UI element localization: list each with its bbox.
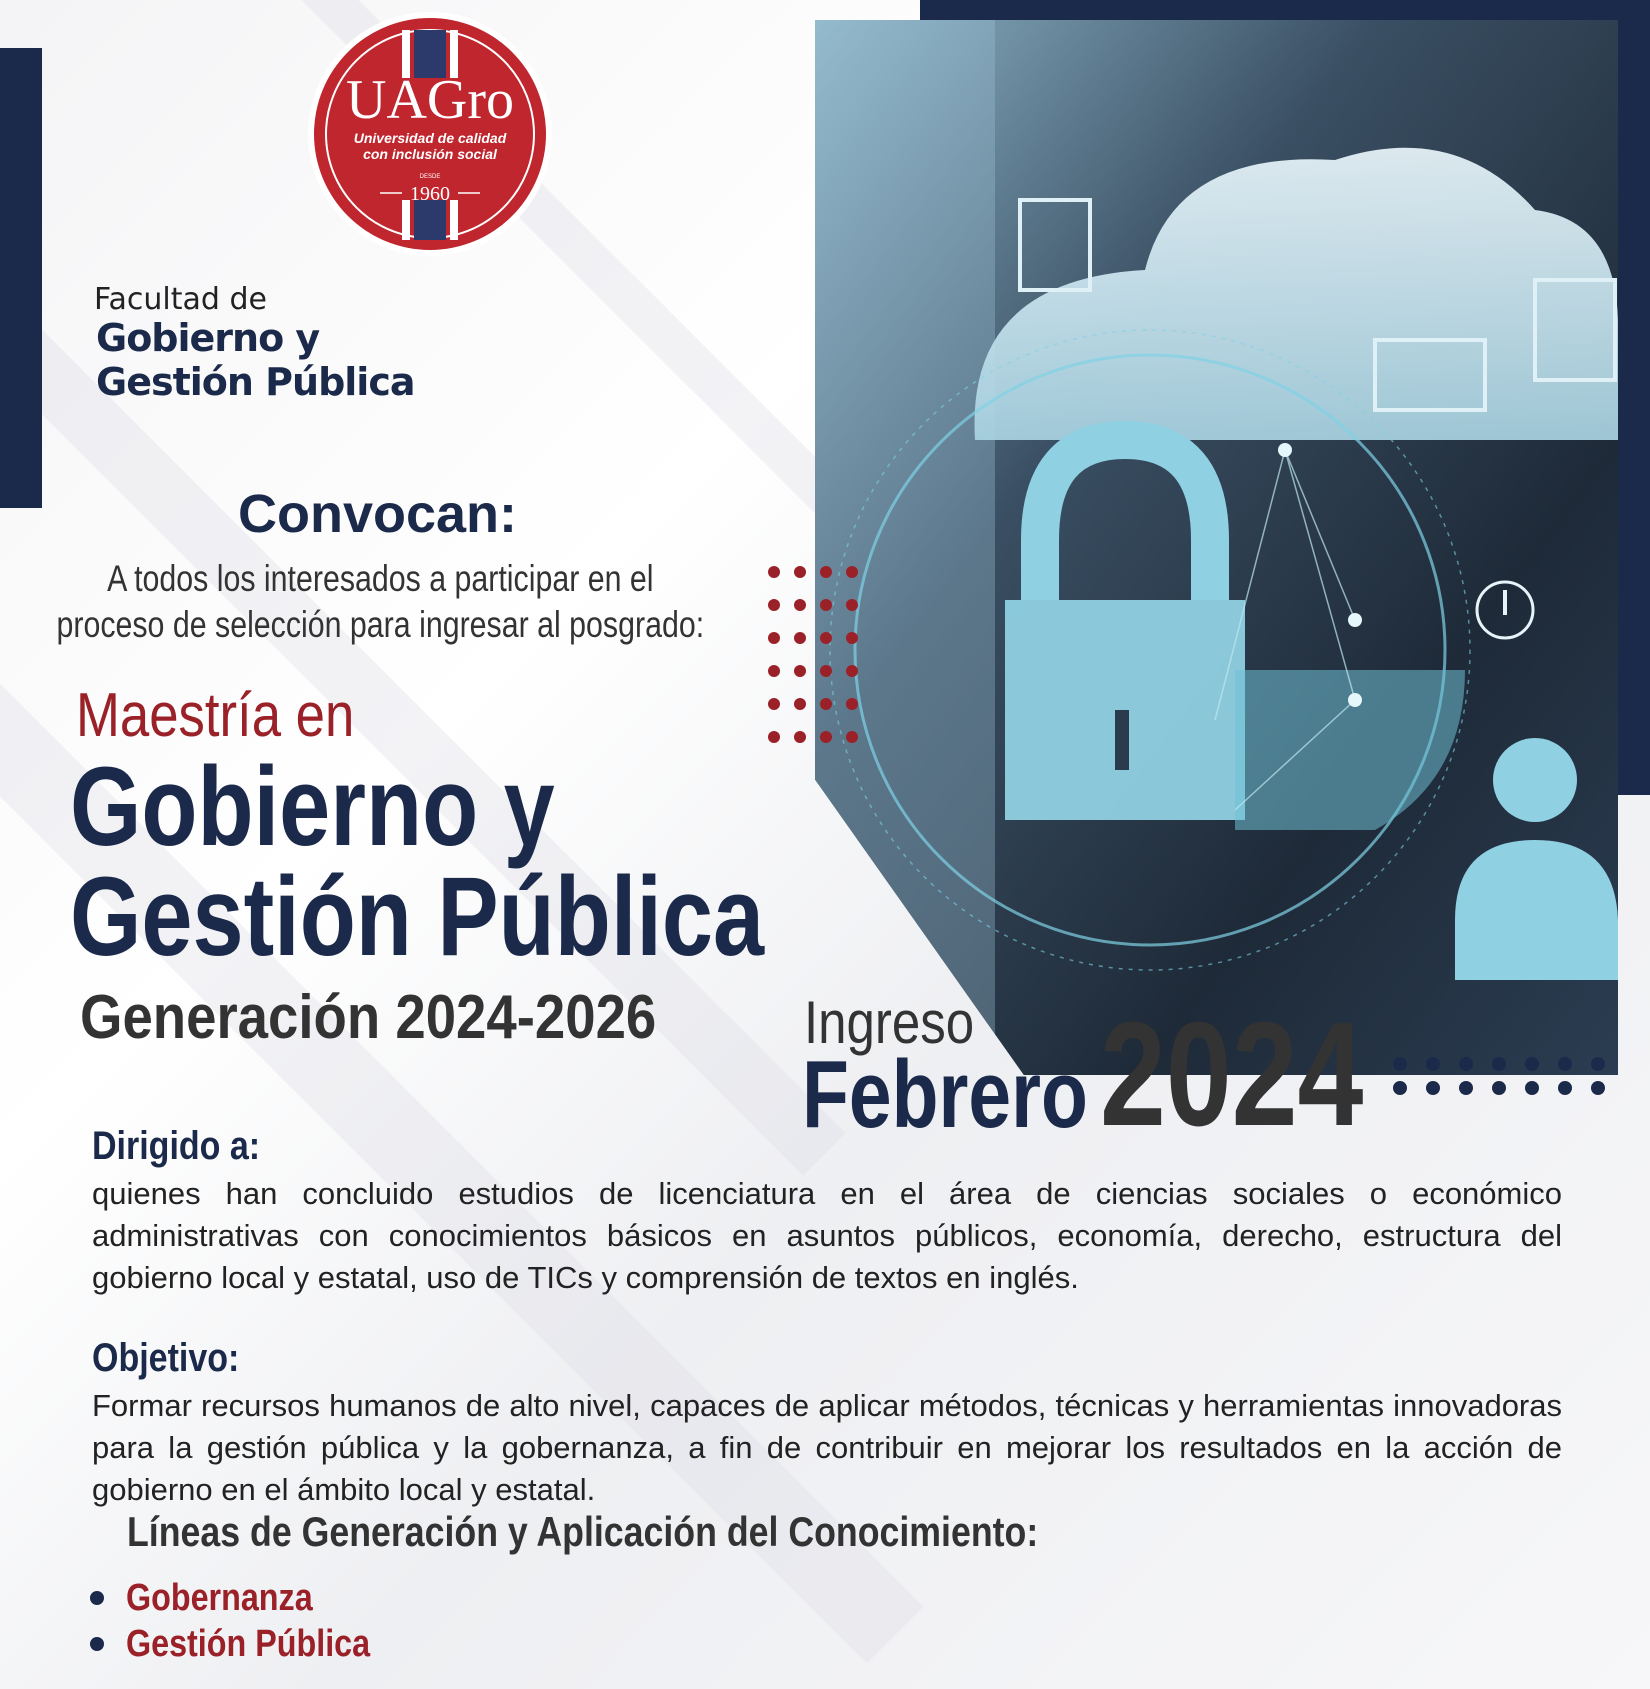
uagro-logo <box>306 10 554 258</box>
dirigido-body: quienes han concluido estudios de licenciatura en el área de ciencias sociales o económico administrativas con conocimientos básicos en asuntos públicos, economía, derecho, estructura del gobierno local y estatal, uso de TICs y comprensión de textos en inglés. <box>92 1176 1562 1295</box>
ingreso-year: 2024 <box>1100 992 1364 1157</box>
cybersecurity-hero-image <box>815 20 1618 1075</box>
lineas-title: Líneas de Generación y Aplicación del Conocimiento: <box>127 1508 1039 1555</box>
logo-wordmark: UAGro <box>346 69 514 131</box>
list-item <box>90 1575 413 1621</box>
objetivo-body: Formar recursos humanos de alto nivel, capaces de aplicar métodos, técnicas y herramientas innovadoras para la gestión pública y la gobernanza, a fin de contribuir en mejorar los resultados en la acción de gobierno en el ámbito local y estatal. <box>92 1388 1562 1507</box>
decorative-dots-red <box>768 566 858 743</box>
lineas-list <box>90 1575 413 1667</box>
faculty-name <box>96 316 414 404</box>
logo-slogan: Universidad de calidad <box>353 130 507 146</box>
program-prefix: Maestría en <box>76 681 355 750</box>
intro-line: A todos los interesados a participar en el <box>107 558 654 599</box>
faculty-name-line: Gobierno y <box>96 316 320 360</box>
program-name <box>70 744 765 979</box>
left-accent-bar <box>0 48 42 508</box>
lineas-item-label: Gobernanza <box>126 1577 313 1619</box>
program-name-line: Gestión Pública <box>70 854 765 979</box>
list-item <box>90 1621 413 1667</box>
program-name-line: Gobierno y <box>70 744 555 869</box>
faculty-name-line: Gestión Pública <box>96 360 415 404</box>
right-accent-bar <box>1618 20 1650 795</box>
decorative-dots-navy <box>1393 1057 1605 1095</box>
convocatoria-intro <box>40 556 721 648</box>
intro-line: proceso de selección para ingresar al posgrado: <box>56 604 705 645</box>
logo-desde: DESDE <box>419 174 441 180</box>
bullet-icon <box>90 1591 104 1605</box>
ingreso-label: Ingreso <box>804 989 975 1056</box>
dirigido-title: Dirigido a: <box>92 1124 261 1168</box>
bullet-icon <box>90 1637 104 1651</box>
lineas-item-label: Gestión Pública <box>126 1623 371 1665</box>
user-icon <box>1493 738 1577 822</box>
logo-year: 1960 <box>410 183 450 205</box>
logo-slogan: con inclusión social <box>363 146 497 162</box>
faculty-prefix: Facultad de <box>94 282 267 317</box>
ingreso-month: Febrero <box>802 1041 1088 1148</box>
top-accent-bar <box>920 0 1650 20</box>
program-generation: Generación 2024-2026 <box>80 983 657 1052</box>
objetivo-title: Objetivo: <box>92 1336 240 1380</box>
convocan-title: Convocan: <box>237 484 518 544</box>
cloud-lock-illustration <box>815 20 1618 1075</box>
